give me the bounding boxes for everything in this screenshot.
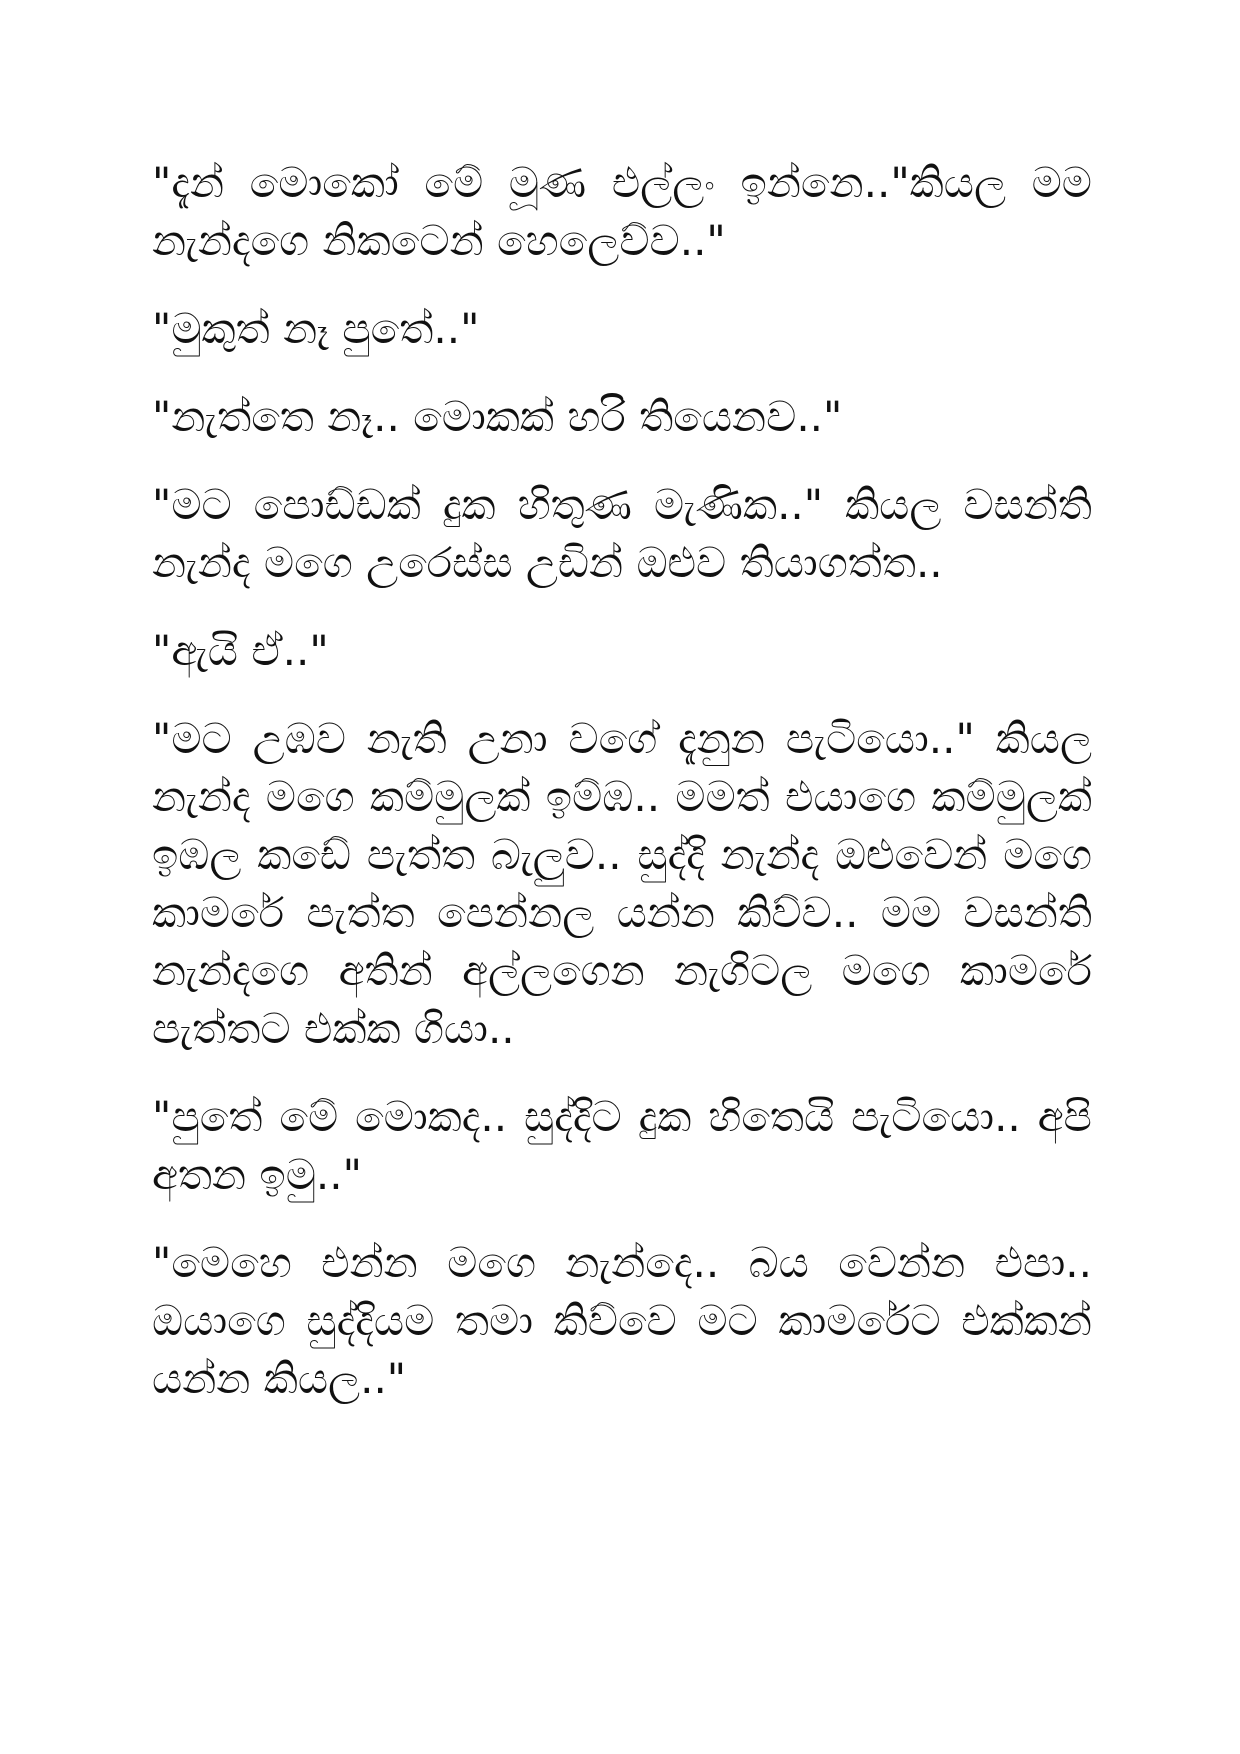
paragraph-8: "මෙහෙ එන්න මගෙ නැන්දෙ.. බය වෙන්න එපා.. ඔයාගෙ සුද්දියම තමා කිව්වෙ මට කාමරේට එක්කන් යන්න කියල.." [152,1238,1092,1403]
paragraph-7: "පුතේ මේ මොකද.. සුද්දිට දුක හිතෙයි පැටියො.. අපි අතන ඉමු.." [152,1092,1092,1199]
paragraph-1: "දැන් මොකෝ මේ මූණ එල්ලං ඉන්නෙ.."කියල මම නැන්දගෙ නිකටෙන් හෙලෙව්ව.." [152,158,1092,265]
paragraph-3: "නැත්තෙ නෑ.. මොකක් හරි තියෙනව.." [152,392,843,441]
paragraph-2: "මුකුත් නෑ පුතේ.." [152,304,480,353]
paragraph-4: "මට පොඩ්ඩක් දුක හිතුණ මැණික.." කියල වසන්ති නැන්ද මගෙ උරෙස්ස උඩින් ඔළුව තියාගත්ත.. [152,480,1092,587]
story-text [152,154,1092,1438]
paragraph-6: "මට උඹව නැති උනා වගේ දැනුන පැටියො.." කියල නැන්ද මගෙ කම්මුලක් ඉම්ඹ.. මමත් එයාගෙ කම්මුලක් ඉඹල කඩේ පැත්ත බැලුව.. සුද්දි නැන්ද ඔළුවෙන් මගෙ කාමරේ පැත්ත පෙන්නල යන්න කිව්ව.. මම වසන්ති නැන්දගෙ අතින් අල්ලගෙන නැගිටල මගෙ කාමරේ පැත්තට එක්ක ගියා.. [152,714,1092,1053]
paragraph-5: "ඇයි ඒ.." [152,626,329,675]
